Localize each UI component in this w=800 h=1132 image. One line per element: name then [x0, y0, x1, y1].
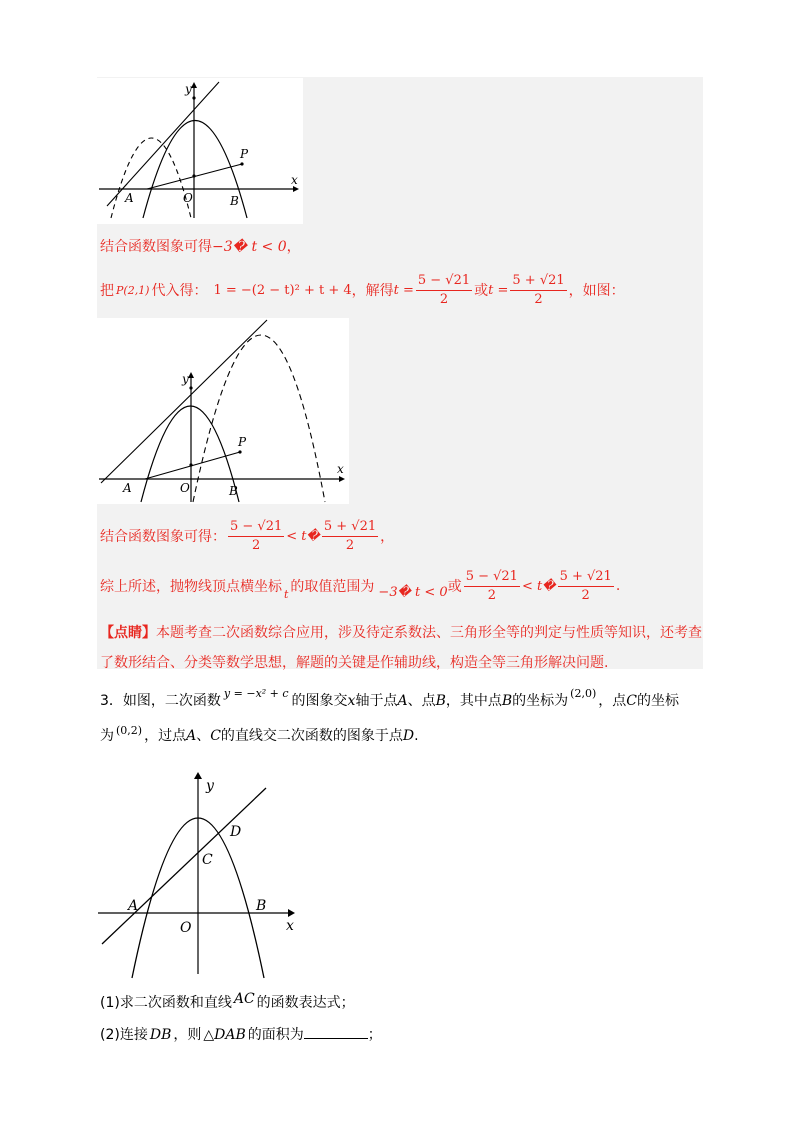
fig3-label-a: A — [128, 898, 139, 914]
fig1-label-b: B — [230, 194, 239, 208]
comment-paragraph — [100, 618, 704, 678]
q2-triangle: △DAB — [203, 1027, 246, 1043]
fig3-label-y: y — [206, 778, 214, 794]
line4-frac-2: $\frac{5 + √21}{2}$ — [559, 568, 612, 603]
figure-1 — [97, 78, 303, 224]
figure-3-graph — [96, 768, 300, 980]
figure-2 — [97, 318, 349, 504]
answer-blank[interactable] — [304, 1024, 368, 1039]
fig1-label-a: A — [125, 191, 134, 205]
line2-frac-1: $\frac{5 - √21}{2}$ — [417, 272, 471, 307]
solution-line-4 — [100, 566, 620, 606]
figure-2-graph — [97, 318, 349, 504]
solution-line-2: 把 P(2,1) 代入得： 1 = −(2 − t)² + t + 4 ，解得 t = $\frac{5 - √21}{2}$ 或 t = $\frac{5 + √21}{2}$ ，如图： — [100, 272, 625, 307]
fig2-label-o: O — [180, 481, 190, 495]
fig2-label-y: y — [182, 372, 189, 386]
fig2-label-a: A — [123, 481, 132, 495]
line1-math: −3� t < 0 — [212, 239, 287, 255]
fig3-label-x: x — [286, 918, 294, 934]
line3-frac-2: $\frac{5 + √21}{2}$ — [323, 518, 377, 553]
q1-var: AC — [233, 991, 255, 1007]
line2-frac-2: $\frac{5 + √21}{2}$ — [512, 272, 565, 307]
fig3-label-c: C — [202, 852, 213, 868]
solution-line-3 — [100, 516, 394, 556]
fig1-label-p: P — [240, 147, 249, 161]
line4-var: t — [284, 587, 289, 601]
fig1-label-o: O — [183, 191, 193, 205]
line1-text: 结合函数图象可得 — [100, 239, 212, 255]
question-1: (1)求二次函数和直线 AC 的函数表达式； — [100, 991, 355, 1011]
fig2-label-x: x — [337, 462, 344, 476]
fig3-label-d: D — [230, 824, 242, 840]
line2-mid: 代入得： — [151, 283, 208, 299]
line3-end: ， — [380, 529, 395, 545]
fig3-label-o: O — [180, 920, 192, 936]
line4-range1: −3� t < 0 — [378, 584, 448, 600]
line3-rel: < t� — [286, 528, 320, 544]
line4-rel: < t� — [521, 578, 556, 594]
fig2-label-b: B — [229, 484, 238, 498]
line2-solved: ，解得 — [351, 283, 394, 299]
line4-text2: 的取值范围为 — [290, 579, 375, 595]
figure-1-graph — [97, 78, 303, 224]
problem3-func: y = −x² + c — [223, 687, 289, 700]
line4-or: 或 — [447, 579, 462, 595]
q2-var: DB — [149, 1027, 172, 1043]
line1-end: ， — [286, 239, 301, 255]
line2-prefix: 把 — [100, 283, 114, 299]
fig2-label-p: P — [238, 435, 247, 449]
solution-line-1 — [100, 236, 301, 256]
fig3-label-b: B — [256, 898, 267, 914]
problem3-b-coord: (2,0) — [570, 687, 597, 700]
fig1-label-y: y — [185, 82, 192, 96]
line2-end: ，如图： — [568, 283, 625, 299]
figure-3 — [96, 768, 300, 980]
line4-frac-1: $\frac{5 - √21}{2}$ — [465, 568, 518, 603]
problem3-number: 3． — [100, 693, 123, 709]
line2-t-eq: t = — [393, 282, 414, 298]
line2-or: 或 — [474, 283, 489, 299]
comment-text: 本题考查二次函数综合应用，涉及待定系数法、三角形全等的判定与性质等知识，还考查了数形结合、分类等数学思想，解题的关键是作辅助线，构造全等三角形解决问题. — [100, 625, 702, 671]
line3-text: 结合函数图象可得： — [100, 529, 226, 545]
line2-equation: 1 = −(2 − t)² + t + 4 — [213, 282, 352, 298]
line4-end: . — [615, 578, 621, 594]
line2-point: P(2,1) — [116, 283, 150, 297]
line3-frac-1: $\frac{5 - √21}{2}$ — [230, 518, 283, 553]
comment-tag: 【点睛】 — [100, 625, 156, 641]
line4-text: 综上所述，抛物线顶点横坐标 — [100, 579, 282, 595]
problem3-c-coord: (0,2) — [116, 724, 143, 737]
fig1-label-x: x — [291, 173, 298, 187]
problem-3: 3．如图，二次函数 $^{y = -x^2 + c}$ 的图象交x轴于点A、点B，其中点B的坐标为 $^{(2,0)}$ ，点C的坐标 为 $^{(0,2)}$ ，过点A、C的直线交二次函数的图象于点D. — [100, 687, 679, 744]
question-2: (2)连接 DB ，则 △DAB 的面积为 ； — [100, 1020, 704, 1050]
